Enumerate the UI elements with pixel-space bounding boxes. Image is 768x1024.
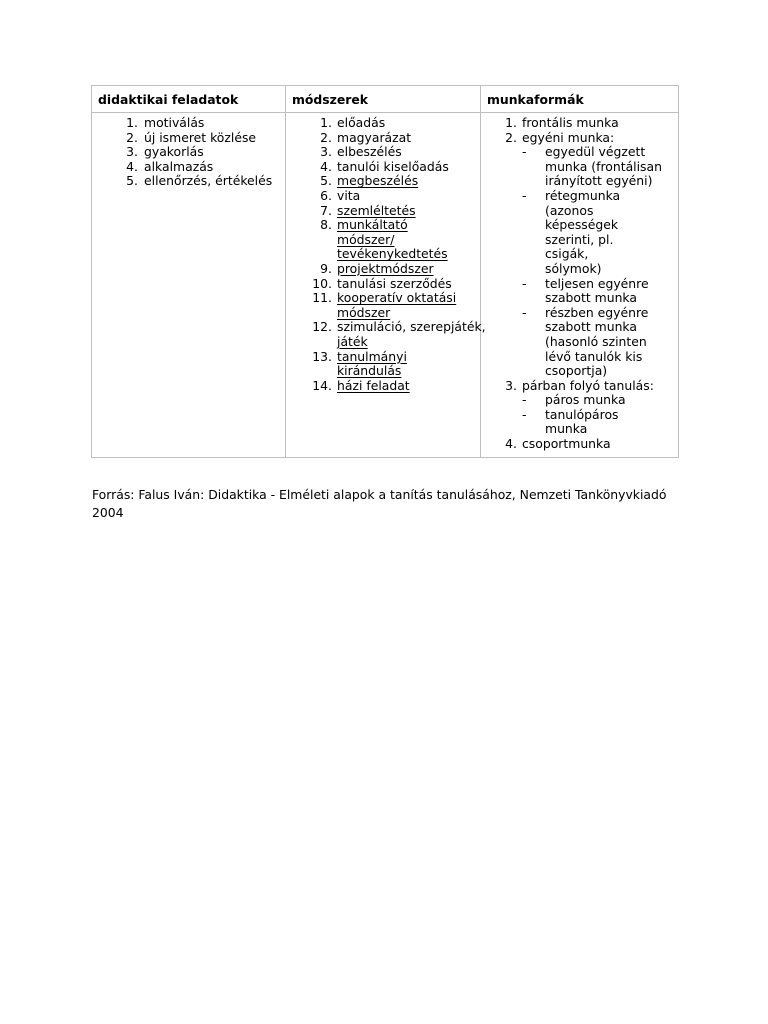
cell-methods — [286, 113, 486, 458]
methods-list — [290, 115, 486, 393]
list-item: 12. szimuláció, szerepjáték, játék — [290, 320, 507, 349]
list-item: 4. tanulói kiselőadás — [290, 160, 476, 175]
list-item-text: új ismeret közlése — [144, 129, 257, 145]
list-item-text: magyarázat — [337, 129, 412, 145]
list-item-link-text: játék — [337, 333, 368, 349]
list-item-text: frontális munka — [522, 115, 619, 130]
cell-didactic-tasks — [92, 113, 286, 458]
list-item-text — [337, 262, 476, 277]
work-forms-list — [485, 116, 674, 452]
list-item-text: alkalmazás — [144, 158, 214, 174]
list-item: 8. munkáltató módszer/ tevékenykedtetés — [290, 218, 465, 262]
cell-work-forms — [481, 113, 679, 458]
table-body-row — [92, 113, 679, 458]
header-work-forms: munkaformák — [481, 86, 679, 113]
list-item: 9. projektmódszer — [290, 262, 476, 277]
table-header-row — [92, 86, 679, 113]
list-item-text: tanulói kiselőadás — [337, 158, 449, 174]
list-item-text: párban folyó tanulás: — [522, 377, 654, 393]
list-item: 10. tanulási szerződés — [290, 277, 476, 292]
sub-list-item-text: páros munka — [545, 392, 626, 408]
list-item-text: előadás — [337, 115, 386, 130]
list-item: 4. alkalmazás — [96, 160, 281, 175]
list-item-text — [337, 379, 476, 394]
list-item: 3. elbeszélés — [290, 145, 476, 160]
sub-list-item-text: tanulópáros munka — [545, 406, 619, 437]
list-item: 1. frontális munka — [485, 116, 674, 131]
list-item-text: elbeszélés — [337, 144, 402, 160]
list-item: 6. vita — [290, 189, 476, 204]
sub-list — [522, 145, 674, 379]
list-item-text — [337, 218, 465, 262]
list-item-text: gyakorlás — [144, 144, 204, 160]
list-item: 11. kooperatív oktatási módszer — [290, 291, 507, 320]
list-item-text: tanulási szerződés — [337, 275, 452, 291]
sub-list — [522, 393, 674, 437]
list-item: 3. párban folyó tanulás: - páros munka - tanulópáros munka — [485, 379, 674, 437]
didactic-tasks-list — [96, 116, 281, 189]
list-item-text — [337, 204, 476, 219]
list-item: 2. új ismeret közlése — [96, 131, 281, 146]
list-item-link-text: projektmódszer — [337, 260, 434, 276]
sub-list-item: - teljesen egyénre szabott munka — [522, 275, 649, 306]
list-item: 13. tanulmányi kirándulás — [290, 350, 457, 379]
list-item-text — [337, 291, 507, 320]
sub-list-item-text: részben egyénre szabott munka (hasonló szinten lévő tanulók kis csoportja) — [545, 304, 649, 379]
list-item-link-text: kooperatív oktatási módszer — [337, 290, 457, 320]
sub-list-item: - tanulópáros munka — [522, 406, 619, 437]
list-item-link-text: házi feladat — [337, 377, 410, 393]
header-didactic-tasks: didaktikai feladatok — [92, 86, 286, 113]
list-item-text: egyéni munka: — [522, 129, 615, 145]
list-item: 4. csoportmunka — [485, 437, 674, 452]
list-item-text: szimuláció, szerepjáték, játék — [337, 319, 486, 349]
list-item: 2. magyarázat — [290, 131, 476, 146]
list-item: 14. házi feladat — [290, 379, 476, 394]
list-item: 3. gyakorlás — [96, 145, 281, 160]
list-item: 1. motiválás — [96, 116, 281, 131]
list-item-link-text: tanulmányi kirándulás — [337, 348, 407, 379]
list-item-link-text: megbeszélés — [337, 173, 419, 189]
list-item-link-text: szemléltetés — [337, 202, 416, 218]
methods-table — [91, 85, 679, 458]
list-item: 1. előadás — [290, 116, 476, 131]
list-item: 5. megbeszélés — [290, 174, 476, 189]
list-item-text: csoportmunka — [522, 436, 611, 452]
sub-list-item-text: egyedül végzett munka (frontálisan irányított egyéni) — [545, 144, 662, 189]
source-citation: Forrás: Falus Iván: Didaktika - Elméleti alapok a tanítás tanulásához, Nemzeti Tankönyvkiadó 2004 — [92, 487, 667, 520]
list-item-text — [337, 174, 476, 189]
sub-list-item-text: rétegmunka (azonos képességek szerinti, pl. csigák, sólymok) — [545, 187, 621, 276]
header-methods: módszerek — [286, 86, 481, 113]
list-item-text: motiválás — [144, 115, 205, 130]
sub-list-item: - páros munka — [522, 392, 626, 408]
list-item-link-text: munkáltató módszer/ tevékenykedtetés — [337, 217, 448, 262]
list-item: 2. egyéni munka: - egyedül végzett munka (frontálisan irányított egyéni) - rétegmunka (azonos képességek szerinti, pl. csigák, sólymok) - teljesen egyénre szabott munka - részben egyénre szabott munka (hasonló szinten lévő tanulók kis csoportja) — [485, 131, 674, 379]
sub-list-item-text: teljesen egyénre szabott munka — [545, 275, 649, 306]
sub-list-item: - egyedül végzett munka (frontálisan irányított egyéni) — [522, 144, 662, 189]
sub-list-item: - részben egyénre szabott munka (hasonló szinten lévő tanulók kis csoportja) — [522, 304, 649, 379]
list-item-text — [337, 350, 457, 379]
sub-list-item: - rétegmunka (azonos képességek szerinti, pl. csigák, sólymok) — [522, 187, 621, 276]
list-item-text: ellenőrzés, értékelés — [144, 173, 273, 189]
list-item: 5. ellenőrzés, értékelés — [96, 174, 281, 189]
list-item-text: vita — [337, 187, 361, 203]
list-item: 7. szemléltetés — [290, 204, 476, 219]
